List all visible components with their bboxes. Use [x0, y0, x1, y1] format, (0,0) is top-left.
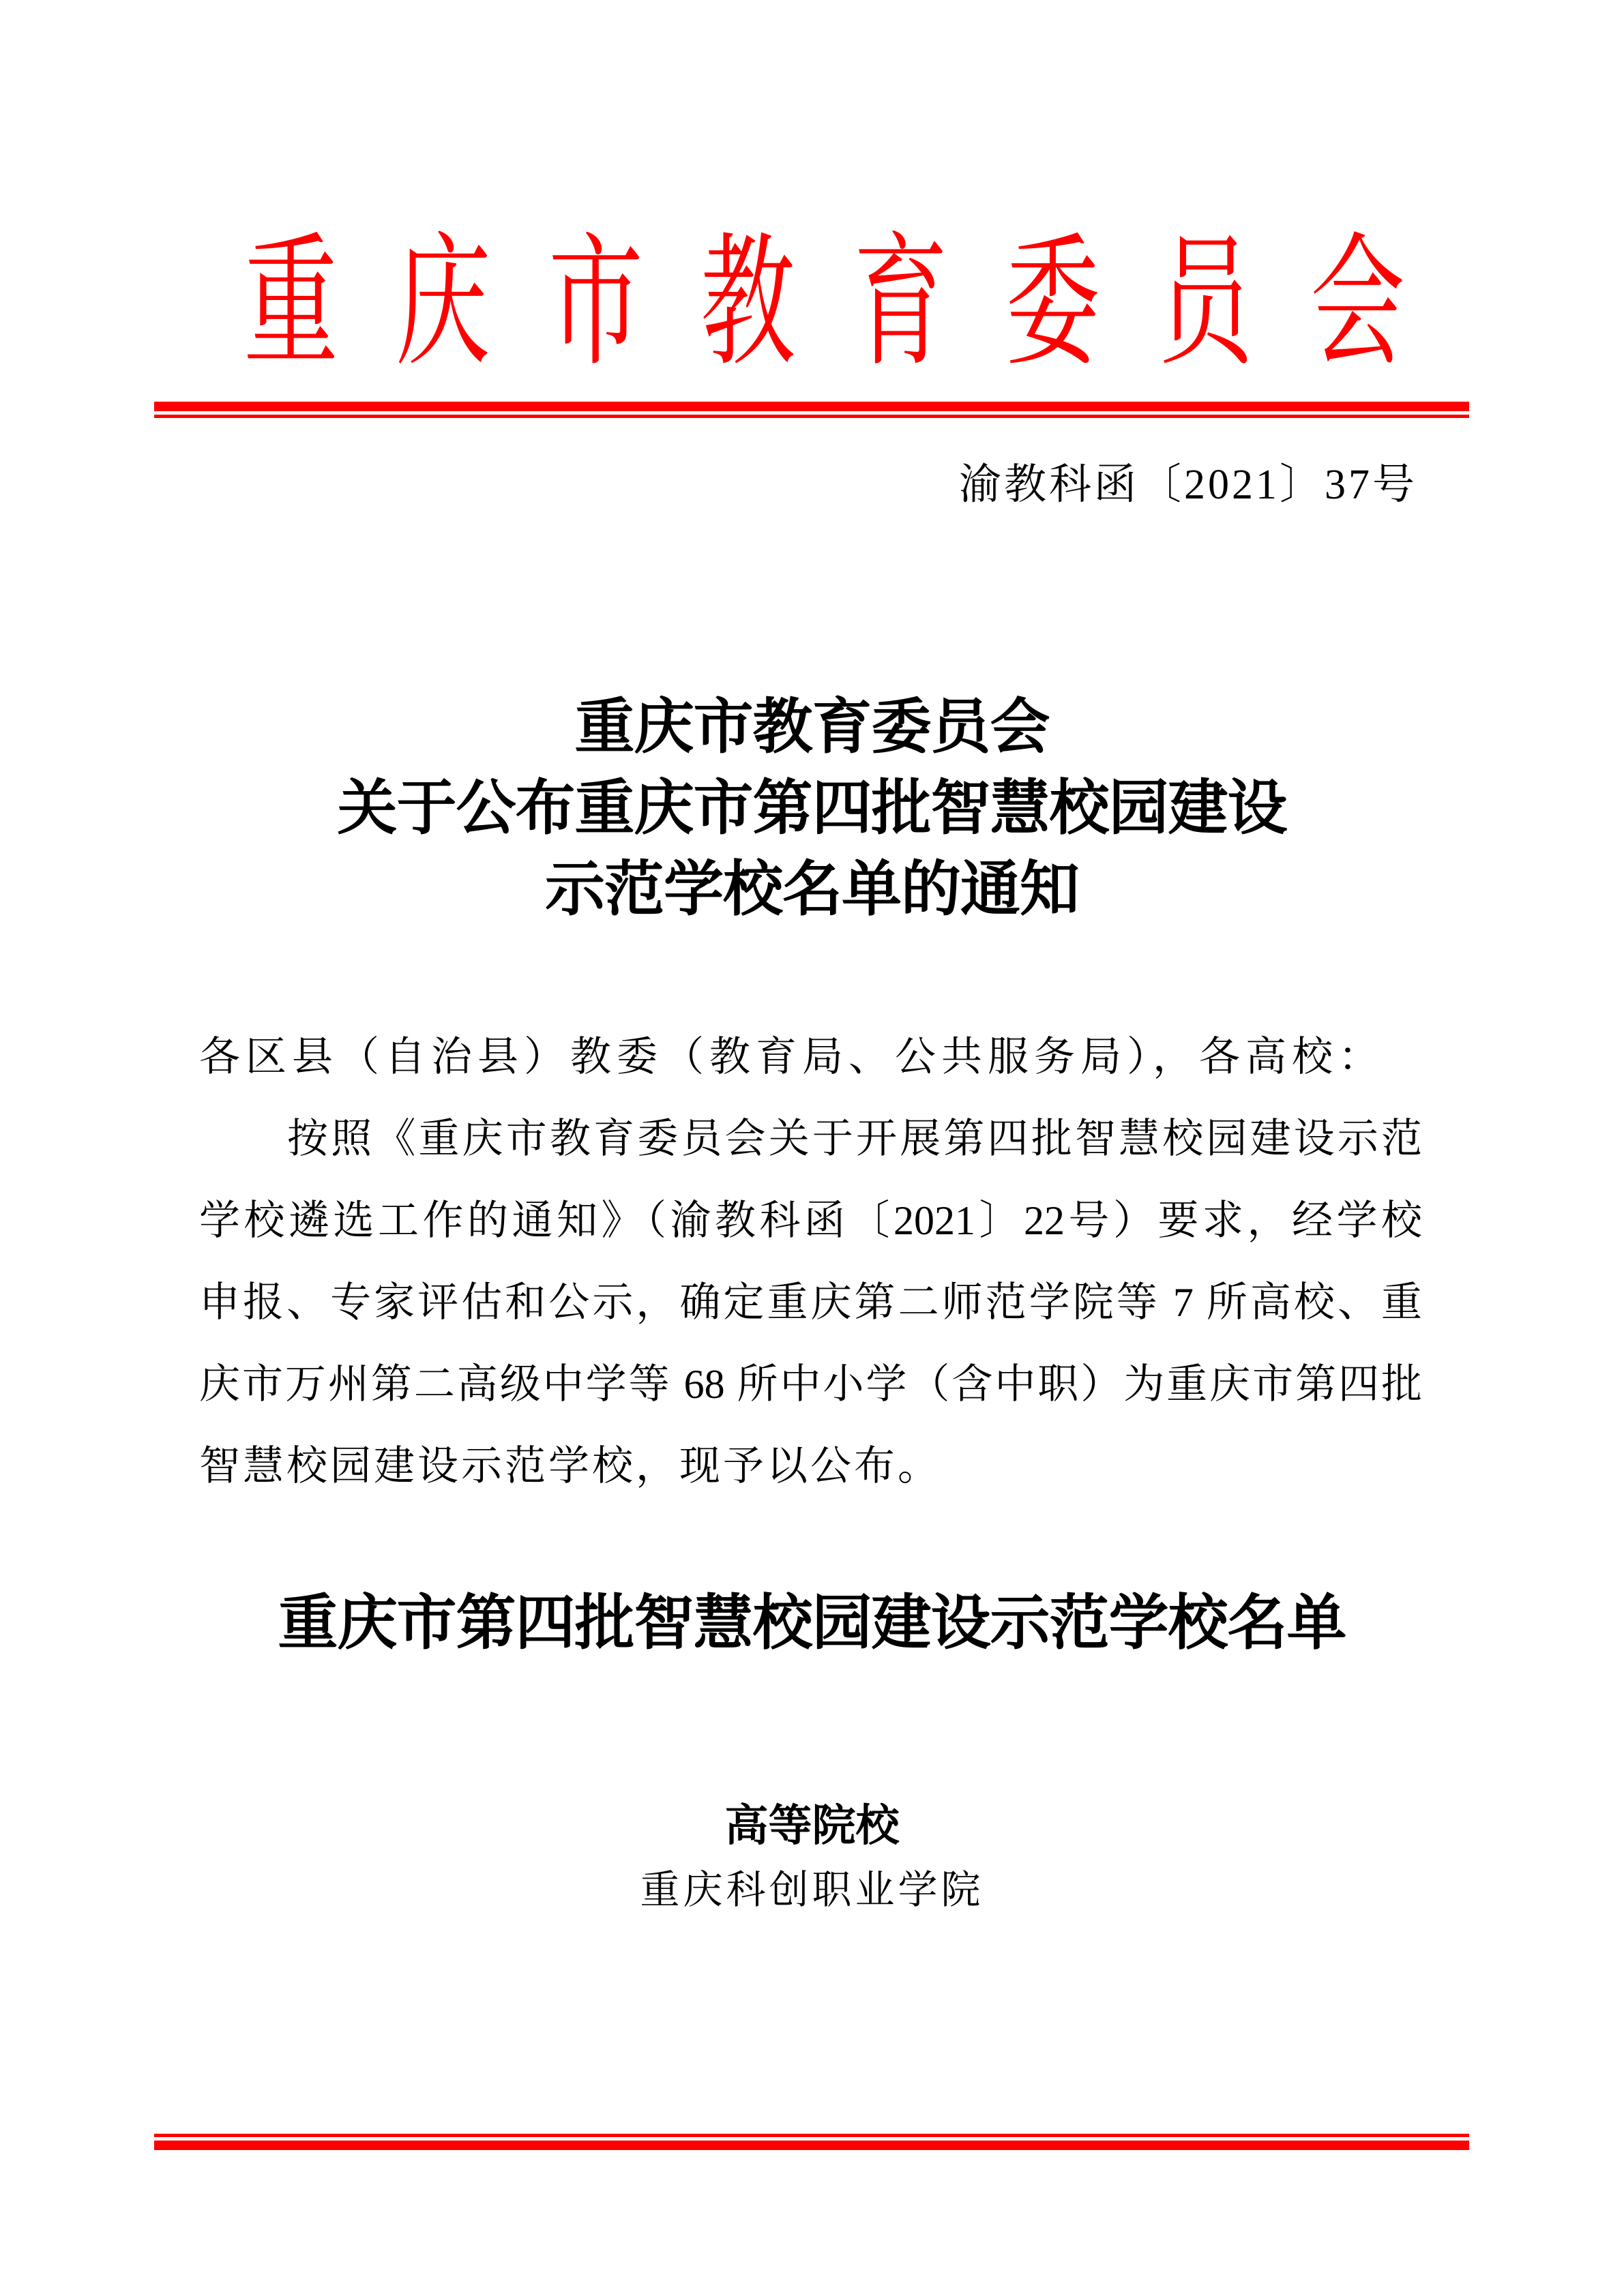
paragraph-line: 庆市万州第二高级中学等 68 所中小学（含中职）为重庆市第四批: [199, 1362, 1422, 1407]
salutation: 各区县（自治县）教委（教育局、公共服务局），各高校：: [199, 1034, 1385, 1079]
notice-title-line: 关于公布重庆市第四批智慧校园建设: [337, 776, 1287, 842]
footer-thick-rule: [154, 2141, 1469, 2150]
masthead-char: 庆: [396, 225, 491, 383]
masthead-char: 市: [548, 225, 643, 383]
document-number: 渝教科函〔2021〕37号: [958, 462, 1417, 508]
masthead-char: 教: [700, 225, 796, 383]
masthead-char: 委: [1005, 225, 1100, 383]
masthead-thick-rule: [154, 402, 1469, 411]
notice-title-line: 示范学校名单的通知: [544, 857, 1079, 923]
list-heading: 重庆市第四批智慧校园建设示范学校名单: [278, 1591, 1346, 1657]
masthead-char: 育: [853, 225, 948, 383]
paragraph-line: 智慧校园建设示范学校，现予以公布。: [199, 1444, 941, 1489]
school-list-item: 重庆科创职业学院: [640, 1868, 984, 1912]
notice-title-line: 重庆市教育委员会: [574, 695, 1050, 761]
masthead-title: [225, 222, 1405, 386]
footer-thin-rule: [154, 2134, 1469, 2137]
masthead-char: 重: [243, 225, 338, 383]
paragraph-line: 申报、专家评估和公示，确定重庆第二师范学院等 7 所高校、重: [199, 1280, 1422, 1325]
paragraph-line: 学校遴选工作的通知》（渝教科函〔2021〕22号）要求，经学校: [199, 1198, 1422, 1243]
section-title-higher-education: 高等院校: [724, 1801, 900, 1850]
masthead-char: 员: [1157, 225, 1253, 383]
notice-body: [199, 1032, 1422, 1523]
masthead-thin-rule: [154, 415, 1469, 418]
paragraph-line: 按照《重庆市教育委员会关于开展第四批智慧校园建设示范: [287, 1116, 1422, 1161]
notice-title: [0, 687, 1624, 931]
masthead-char: 会: [1310, 225, 1405, 383]
